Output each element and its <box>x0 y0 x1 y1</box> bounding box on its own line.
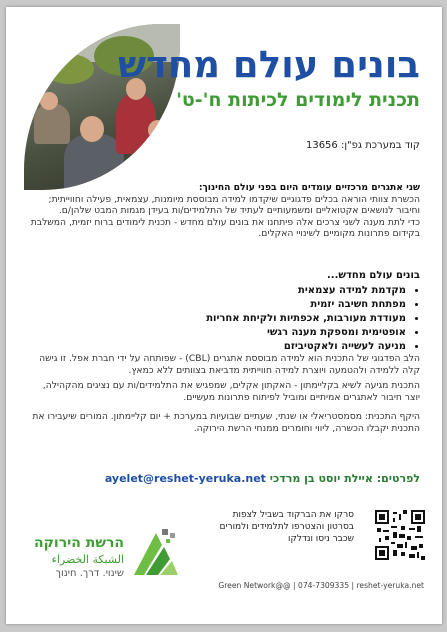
photo-head <box>148 120 168 140</box>
flyer-page <box>6 7 442 624</box>
feature-item: • מקדמת למידה עצמאית <box>30 284 406 298</box>
logo-arabic: الشبكة الخضراء <box>51 553 124 566</box>
features-heading: בונים עולם מחדש... <box>326 270 420 281</box>
feature-item: • מפתחת חשיבה יזמית <box>30 298 406 312</box>
features-section <box>30 270 420 354</box>
photo-head <box>80 116 104 142</box>
intro-section <box>30 182 420 240</box>
feature-item: • אופטימית ומספקת מענה רגשי <box>30 326 406 340</box>
logo-title: הרשת הירוקה <box>33 535 124 551</box>
features-list <box>30 284 420 354</box>
page-subtitle: תכנית לימודים לכיתות ח'-ט' <box>176 89 420 111</box>
pedagogy-paragraph: הלב הפדגוגי של התכנית הוא למידה מבוססת אתגרים (CBL) - שפותחה על ידי חברת אפל. זו גישה קלה ללמידה ולהטמעה ויוצרת למידה חווייתית מדביאת בצוותים ללא כמאץ. <box>39 353 420 376</box>
green-network-logo-mark <box>126 523 182 579</box>
qr-caption: סרקו את הברקוד בשביל לצפות בסרטון והצטרפו לתלמידים ולמורים שכבר ניסו ונדלקו <box>219 510 354 544</box>
contact-line <box>40 472 420 485</box>
contact-email[interactable]: ayelet@reshet-yeruka.net <box>104 472 266 485</box>
program-code: קוד במערכת גפ"ן: 13656 <box>305 140 420 151</box>
footer-contact: Green Network@@ | 074-7309335 | reshet-yeruka.net <box>218 581 424 590</box>
feature-item: • מניעה לעשייה ולאקטיביזם <box>30 340 406 354</box>
contact-label: לפרטים: איילת יוסט בן מרדכי <box>269 472 420 485</box>
pedagogy-paragraph: היקף התכנית: מסמסטריאלי או שנתי, שעתיים שבועיות במערכת + יום קליימתון. המורים שיעבירו את התכנית יקבלו הכשרה, ליווי וחומרים ממנחי הרשת הירוקה. <box>32 411 420 434</box>
pedagogy-section <box>30 353 420 435</box>
intro-paragraph: הכשרת צוותי הוראה בכלים פדגוגיים שיקדמו למידה מבוססת מיומנות, עצמאית, פעילה וחווייתית; וחיבור לנושאים אקטואליים ומשמעותיים לעתיד של התלמידים/ות בעידן מגמות המבט שלהן/ם. <box>48 193 420 217</box>
photo-tree <box>44 54 94 84</box>
photo-person <box>34 104 70 144</box>
intro-paragraph: כדי לתת מענה לשני צרכים אלה פיתחנו את בונים עולם מחדש - תכנית לימודים ברוח יזמית, המשלבת בקידום פתרונות מקומיים לשינויי האקלים. <box>30 216 420 240</box>
feature-item: • מעודדת מעורבות, אכפתיות ולקיחת אחריות <box>30 312 406 326</box>
logo-tagline: שינוי. דרך. חינוך <box>55 568 124 579</box>
pedagogy-paragraph: התכנית מגיעה לשיא בקליימתון - האקתון אקלים, שמפגיש את התלמידים/ות עם נציגים מהקהילה, יוצר חיבור לאתגרים אמיתיים ומוביל לפיתוח פתרונות מעשיים. <box>42 380 420 403</box>
qr-code[interactable] <box>375 510 425 560</box>
photo-head <box>40 92 58 110</box>
page-title: בונים עולם מחדש <box>118 43 420 86</box>
intro-heading: שני אתגרים מרכזיים עומדים היום בפני עולם החינוך: <box>198 182 420 193</box>
